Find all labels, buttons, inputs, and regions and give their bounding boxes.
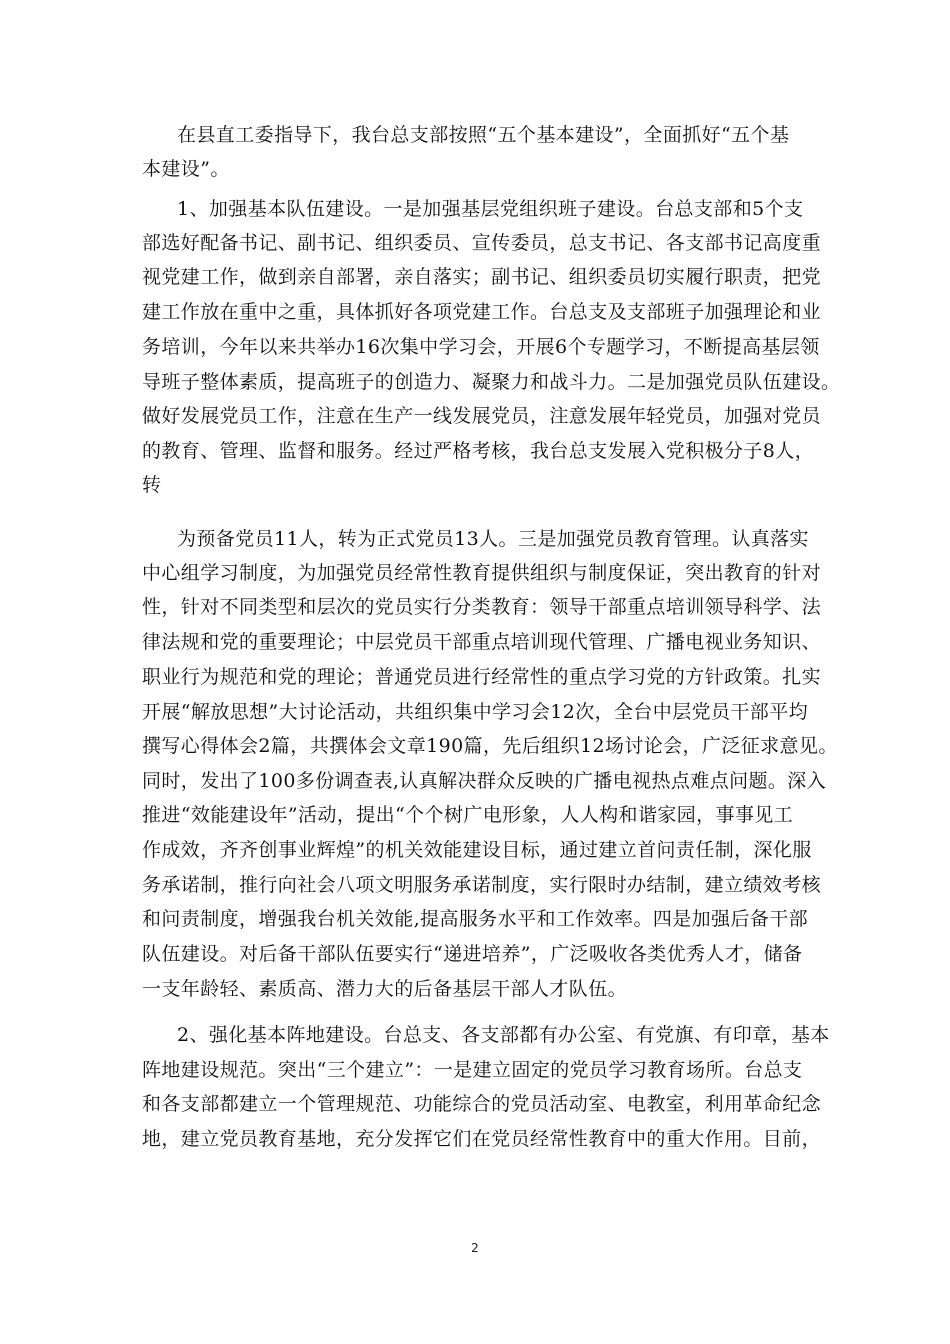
text-line: 和问责制度，增强我台机关效能,提高服务水平和工作效率。四是加强后备干部 <box>142 908 809 930</box>
text-line: 务培训，今年以来共举办16次集中学习会，开展6个专题学习，不断提高基层领 <box>142 336 820 358</box>
page-number: 2 <box>471 1241 479 1255</box>
text-line: 开展“解放思想”大讨论活动，共组织集中学习会12次，全台中层党员干部平均 <box>142 701 809 723</box>
text-line: 一支年龄轻、素质高、潜力大的后备基层干部人才队伍。 <box>142 978 628 1000</box>
text-line: 同时，发出了100多份调查表,认真解决群众反映的广播电视热点难点问题。深入 <box>142 770 827 792</box>
text-line: 职业行为规范和党的理论；普通党员进行经常性的重点学习党的方针政策。扎实 <box>142 666 822 688</box>
text-line: 视党建工作，做到亲自部署，亲自落实；副书记、组织委员切实履行职责，把党 <box>142 266 822 288</box>
text-line: 为预备党员11人，转为正式党员13人。三是加强党员教育管理。认真落实 <box>177 528 809 550</box>
text-line: 部选好配备书记、副书记、组织委员、宣传委员，总支书记、各支部书记高度重 <box>142 232 822 254</box>
text-line: 导班子整体素质，提高班子的创造力、凝聚力和战斗力。二是加强党员队伍建设。 <box>142 371 841 393</box>
text-line: 本建设”。 <box>142 158 230 180</box>
text-line: 2、强化基本阵地建设。台总支、各支部都有办公室、有党旗、有印章，基本 <box>177 1024 830 1046</box>
text-line: 作成效，齐齐创事业辉煌”的机关效能建设目标，通过建立首问责任制，深化服 <box>142 839 812 861</box>
text-line: 的教育、管理、监督和服务。经过严格考核，我台总支发展入党积极分子8人， <box>142 440 815 462</box>
text-line: 在县直工委指导下，我台总支部按照“五个基本建设”，全面抓好“五个基 <box>177 124 790 146</box>
text-line: 务承诺制，推行向社会八项文明服务承诺制度，实行限时办结制，建立绩效考核 <box>142 874 822 896</box>
text-line: 队伍建设。对后备干部队伍要实行“递进培养”，广泛吸收各类优秀人才，储备 <box>142 943 803 965</box>
text-line: 1、加强基本队伍建设。一是加强基层党组织班子建设。台总支部和5个支 <box>177 198 804 220</box>
text-line: 阵地建设规范。突出“三个建立”：一是建立固定的党员学习教育场所。台总支 <box>142 1059 803 1081</box>
text-line: 地，建立党员教育基地，充分发挥它们在党员经常性教育中的重大作用。目前， <box>142 1128 822 1150</box>
text-line: 转 <box>142 474 162 496</box>
text-line: 撰写心得体会2篇，共撰体会文章190篇，先后组织12场讨论会，广泛征求意见。 <box>142 735 838 757</box>
text-line: 性，针对不同类型和层次的党员实行分类教育：领导干部重点培训领导科学、法 <box>142 596 822 618</box>
text-line: 做好发展党员工作，注意在生产一线发展党员，注意发展年轻党员，加强对党员 <box>142 405 822 427</box>
text-line: 中心组学习制度，为加强党员经常性教育提供组织与制度保证，突出教育的针对 <box>142 562 822 584</box>
text-line: 建工作放在重中之重，具体抓好各项党建工作。台总支及支部班子加强理论和业 <box>142 301 822 323</box>
text-line: 和各支部都建立一个管理规范、功能综合的党员活动室、电教室，利用革命纪念 <box>142 1093 822 1115</box>
text-line: 推进“效能建设年”活动，提出“个个树广电形象，人人构和谐家园，事事见工 <box>142 804 794 826</box>
text-line: 律法规和党的重要理论；中层党员干部重点培训现代管理、广播电视业务知识、 <box>142 631 822 653</box>
